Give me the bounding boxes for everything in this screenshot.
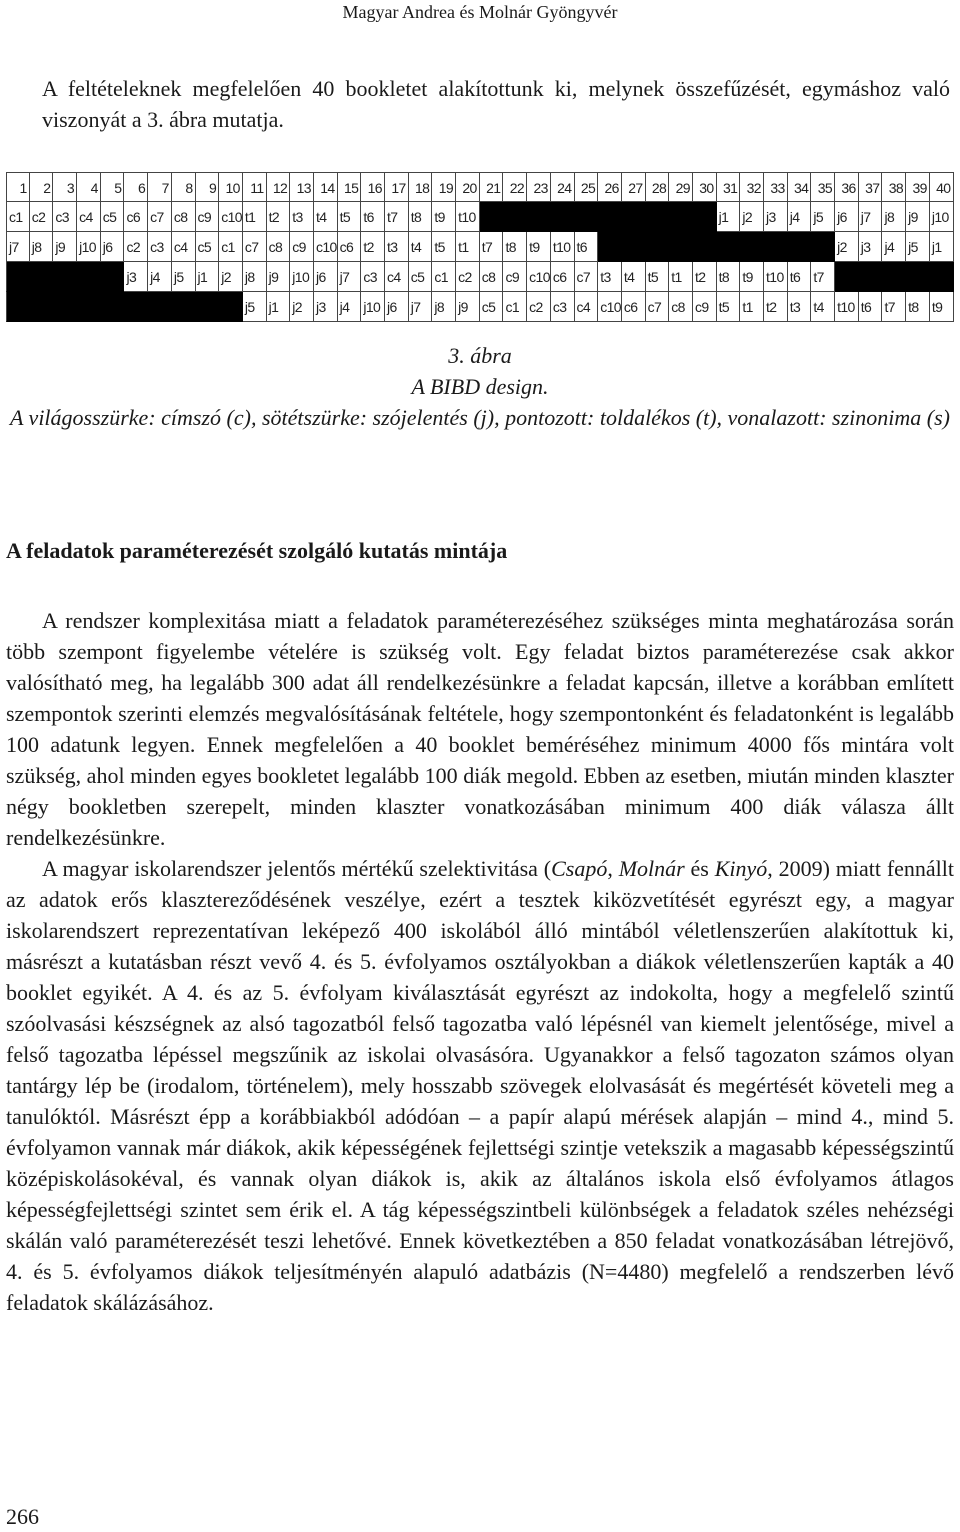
bibd-cell: j9 bbox=[53, 232, 77, 262]
bibd-cell: c10 bbox=[598, 292, 622, 322]
paragraph-2 bbox=[6, 853, 954, 1318]
bibd-column-header: 6 bbox=[124, 172, 148, 202]
bibd-column-header: 17 bbox=[385, 172, 409, 202]
bibd-cell: t3 bbox=[788, 292, 812, 322]
bibd-empty-cell bbox=[598, 202, 622, 232]
bibd-empty-cell bbox=[835, 262, 859, 292]
bibd-row bbox=[6, 232, 954, 262]
bibd-cell: j5 bbox=[811, 202, 835, 232]
bibd-cell: j2 bbox=[219, 262, 243, 292]
bibd-empty-cell bbox=[527, 202, 551, 232]
bibd-cell: j4 bbox=[882, 232, 906, 262]
bibd-cell: t9 bbox=[527, 232, 551, 262]
figure-title: A BIBD design. bbox=[411, 374, 549, 399]
bibd-cell: j2 bbox=[835, 232, 859, 262]
bibd-cell: t10 bbox=[764, 262, 788, 292]
bibd-cell: t5 bbox=[717, 292, 741, 322]
bibd-cell: t4 bbox=[811, 292, 835, 322]
bibd-cell: t10 bbox=[835, 292, 859, 322]
bibd-empty-cell bbox=[172, 292, 196, 322]
bibd-column-header: 21 bbox=[480, 172, 504, 202]
bibd-empty-cell bbox=[480, 202, 504, 232]
bibd-cell: t6 bbox=[361, 202, 385, 232]
bibd-cell: c5 bbox=[480, 292, 504, 322]
bibd-cell: c1 bbox=[503, 292, 527, 322]
paragraph-2-text-b: , 2009) miatt fennállt az adatok erős klasztereződésének veszélye, ezért a tesztek kiközvetítését egyrészt egy, a magyar iskolarendszert reprezentatívan leképező 400 iskolából álló mintából véletlenszerűen alakítottuk ki, másrészt a kutatásban részt vevő 4. és 5. évfolyamos osztályokban a diákok véletlenszerűen kapták a 40 booklet egyikét. A 4. és az 5. évfolyam kiválasztását egyrészt az indokolta, hogy a megfelelő szintű szóolvasási készségnek az alsó tagozatból felső tagozatba való lépésnél van kiemelt jelentősége, mivel a felső tagozatba lépéssel megszűnik az iskolai olvasásóra. Ugyanakkor a felső tagozaton számos olyan tantárgy lép be (irodalom, történelem), mely hosszabb szövegek elolvasását és megértését követeli meg a tanulóktól. Másrészt épp a korábbiakból adódóan – a papír alapú mérések alapján – mind 4., mind 5. évfolyamon vannak már diákok, akik képességének fejlettségi szintje vetekszik a magasabb képességszintű középiskolásokéval, és vannak olyan diákok is, akik az általános iskola első évfolyamos átlagos képességfejlettségi szintet sem érik el. A tág képességszintbeli különbségek a feladatok széles nehézségi skálán való paraméterezését teszi lehetővé. Ennek következtében a 850 feladat vonatkozásában létrejövő, 4. és 5. évfolyamos diákok teljesítményén alapuló adatbázis (N=4480) megfelelő a rendszerben lévő feladatok skálázásához. bbox=[6, 856, 955, 1315]
bibd-cell: t8 bbox=[409, 202, 433, 232]
figure-caption bbox=[0, 340, 960, 433]
bibd-empty-cell bbox=[669, 232, 693, 262]
bibd-cell: t4 bbox=[622, 262, 646, 292]
bibd-empty-cell bbox=[503, 202, 527, 232]
bibd-cell: j4 bbox=[148, 262, 172, 292]
bibd-column-header: 29 bbox=[669, 172, 693, 202]
bibd-cell: c2 bbox=[456, 262, 480, 292]
bibd-cell: j3 bbox=[859, 232, 883, 262]
bibd-empty-cell bbox=[693, 232, 717, 262]
bibd-cell: c3 bbox=[148, 232, 172, 262]
bibd-cell: t6 bbox=[575, 232, 599, 262]
bibd-cell: c2 bbox=[124, 232, 148, 262]
bibd-row bbox=[6, 292, 954, 322]
bibd-empty-cell bbox=[906, 262, 930, 292]
bibd-empty-cell bbox=[669, 202, 693, 232]
bibd-column-header: 12 bbox=[267, 172, 291, 202]
bibd-cell: c8 bbox=[480, 262, 504, 292]
bibd-cell: c1 bbox=[432, 262, 456, 292]
bibd-column-header: 31 bbox=[717, 172, 741, 202]
bibd-cell: j4 bbox=[788, 202, 812, 232]
bibd-cell: t9 bbox=[432, 202, 456, 232]
bibd-cell: c2 bbox=[30, 202, 54, 232]
bibd-cell: j10 bbox=[77, 232, 101, 262]
bibd-cell: t1 bbox=[740, 292, 764, 322]
bibd-cell: j7 bbox=[409, 292, 433, 322]
bibd-cell: t7 bbox=[811, 262, 835, 292]
bibd-cell: c7 bbox=[148, 202, 172, 232]
bibd-column-header: 9 bbox=[196, 172, 220, 202]
figure-note: A világosszürke: címszó (c), sötétszürke: szójelentés (j), pontozott: toldalékos (t), vonalazott: szinonima (s) bbox=[10, 405, 950, 430]
bibd-empty-cell bbox=[717, 232, 741, 262]
bibd-cell: j4 bbox=[338, 292, 362, 322]
bibd-column-header: 28 bbox=[646, 172, 670, 202]
page-number: 266 bbox=[6, 1504, 39, 1529]
bibd-cell: c1 bbox=[219, 232, 243, 262]
bibd-cell: j2 bbox=[290, 292, 314, 322]
bibd-cell: j5 bbox=[172, 262, 196, 292]
bibd-cell: c9 bbox=[290, 232, 314, 262]
bibd-cell: j8 bbox=[243, 262, 267, 292]
bibd-empty-cell bbox=[30, 262, 54, 292]
bibd-cell: c5 bbox=[409, 262, 433, 292]
bibd-cell: c6 bbox=[551, 262, 575, 292]
bibd-cell: t9 bbox=[930, 292, 954, 322]
bibd-empty-cell bbox=[693, 202, 717, 232]
bibd-empty-cell bbox=[788, 232, 812, 262]
bibd-column-header: 33 bbox=[764, 172, 788, 202]
bibd-empty-cell bbox=[101, 292, 125, 322]
bibd-cell: t10 bbox=[551, 232, 575, 262]
bibd-cell: j1 bbox=[196, 262, 220, 292]
bibd-column-header: 19 bbox=[432, 172, 456, 202]
bibd-cell: t4 bbox=[409, 232, 433, 262]
bibd-cell: c7 bbox=[646, 292, 670, 322]
bibd-empty-cell bbox=[646, 202, 670, 232]
bibd-cell: c4 bbox=[172, 232, 196, 262]
bibd-cell: j9 bbox=[456, 292, 480, 322]
bibd-cell: j7 bbox=[338, 262, 362, 292]
bibd-cell: c8 bbox=[267, 232, 291, 262]
bibd-row bbox=[6, 202, 954, 232]
bibd-cell: c7 bbox=[243, 232, 267, 262]
paragraph-2-text-a: A magyar iskolarendszer jelentős mértékű szelektivitása ( bbox=[42, 856, 552, 881]
bibd-column-header: 14 bbox=[314, 172, 338, 202]
bibd-empty-cell bbox=[930, 262, 954, 292]
bibd-cell: j1 bbox=[930, 232, 954, 262]
bibd-column-header: 37 bbox=[859, 172, 883, 202]
bibd-column-header: 32 bbox=[740, 172, 764, 202]
bibd-empty-cell bbox=[148, 292, 172, 322]
bibd-column-header: 25 bbox=[575, 172, 599, 202]
bibd-cell: j3 bbox=[764, 202, 788, 232]
bibd-empty-cell bbox=[101, 262, 125, 292]
bibd-cell: t1 bbox=[669, 262, 693, 292]
bibd-cell: c3 bbox=[361, 262, 385, 292]
bibd-empty-cell bbox=[882, 262, 906, 292]
bibd-empty-cell bbox=[53, 292, 77, 322]
bibd-column-header: 15 bbox=[338, 172, 362, 202]
bibd-cell: c4 bbox=[385, 262, 409, 292]
bibd-empty-cell bbox=[811, 232, 835, 262]
bibd-cell: t7 bbox=[480, 232, 504, 262]
bibd-empty-cell bbox=[196, 292, 220, 322]
bibd-cell: c9 bbox=[693, 292, 717, 322]
bibd-column-header: 7 bbox=[148, 172, 172, 202]
bibd-empty-cell bbox=[598, 232, 622, 262]
bibd-cell: c9 bbox=[503, 262, 527, 292]
bibd-empty-cell bbox=[30, 292, 54, 322]
bibd-empty-cell bbox=[622, 202, 646, 232]
bibd-empty-cell bbox=[859, 262, 883, 292]
bibd-cell: j3 bbox=[314, 292, 338, 322]
bibd-cell: j5 bbox=[906, 232, 930, 262]
bibd-cell: c2 bbox=[527, 292, 551, 322]
section-heading: A feladatok paraméterezését szolgáló kutatás mintája bbox=[6, 538, 508, 563]
bibd-cell: c1 bbox=[6, 202, 30, 232]
bibd-column-header: 16 bbox=[361, 172, 385, 202]
bibd-column-header: 5 bbox=[101, 172, 125, 202]
bibd-column-header: 36 bbox=[835, 172, 859, 202]
citation-author-3: Kinyó bbox=[714, 856, 768, 881]
bibd-column-header: 3 bbox=[53, 172, 77, 202]
bibd-column-header: 40 bbox=[930, 172, 954, 202]
bibd-cell: j10 bbox=[930, 202, 954, 232]
bibd-cell: c8 bbox=[172, 202, 196, 232]
bibd-cell: j6 bbox=[314, 262, 338, 292]
bibd-cell: j6 bbox=[385, 292, 409, 322]
bibd-cell: j8 bbox=[882, 202, 906, 232]
bibd-column-header: 27 bbox=[622, 172, 646, 202]
bibd-empty-cell bbox=[551, 202, 575, 232]
bibd-empty-cell bbox=[77, 262, 101, 292]
bibd-cell: j9 bbox=[267, 262, 291, 292]
bibd-cell: t8 bbox=[906, 292, 930, 322]
bibd-cell: t3 bbox=[290, 202, 314, 232]
bibd-cell: j6 bbox=[835, 202, 859, 232]
bibd-column-header: 30 bbox=[693, 172, 717, 202]
bibd-column-header: 39 bbox=[906, 172, 930, 202]
bibd-cell: c5 bbox=[196, 232, 220, 262]
bibd-empty-cell bbox=[764, 232, 788, 262]
bibd-cell: t7 bbox=[882, 292, 906, 322]
bibd-cell: t4 bbox=[314, 202, 338, 232]
bibd-cell: t5 bbox=[646, 262, 670, 292]
bibd-cell: t1 bbox=[243, 202, 267, 232]
bibd-empty-cell bbox=[6, 262, 30, 292]
bibd-cell: t5 bbox=[432, 232, 456, 262]
bibd-column-header: 2 bbox=[30, 172, 54, 202]
bibd-column-header: 22 bbox=[503, 172, 527, 202]
bibd-cell: c9 bbox=[196, 202, 220, 232]
bibd-column-header: 10 bbox=[219, 172, 243, 202]
bibd-column-header: 13 bbox=[290, 172, 314, 202]
bibd-cell: j1 bbox=[717, 202, 741, 232]
figure-number: 3. ábra bbox=[448, 343, 512, 368]
bibd-cell: j7 bbox=[6, 232, 30, 262]
bibd-column-header: 20 bbox=[456, 172, 480, 202]
bibd-cell: c4 bbox=[575, 292, 599, 322]
bibd-cell: c6 bbox=[338, 232, 362, 262]
bibd-cell: j6 bbox=[101, 232, 125, 262]
bibd-cell: t2 bbox=[361, 232, 385, 262]
bibd-column-header: 24 bbox=[551, 172, 575, 202]
bibd-cell: t5 bbox=[338, 202, 362, 232]
body-text bbox=[6, 605, 954, 1318]
bibd-cell: c4 bbox=[77, 202, 101, 232]
bibd-cell: t6 bbox=[859, 292, 883, 322]
bibd-cell: t1 bbox=[456, 232, 480, 262]
bibd-column-header: 1 bbox=[6, 172, 30, 202]
bibd-column-header: 35 bbox=[811, 172, 835, 202]
bibd-empty-cell bbox=[124, 292, 148, 322]
citation-author-2: Molnár bbox=[618, 856, 685, 881]
bibd-column-header: 26 bbox=[598, 172, 622, 202]
intro-paragraph: A feltételeknek megfelelően 40 bookletet alakítottunk ki, melynek összefűzését, egymáshoz való viszonyát a 3. ábra mutatja. bbox=[42, 76, 950, 132]
bibd-cell: j7 bbox=[859, 202, 883, 232]
bibd-cell: c8 bbox=[669, 292, 693, 322]
bibd-table bbox=[6, 172, 954, 322]
citation-separator: , bbox=[607, 856, 619, 881]
paragraph-1: A rendszer komplexitása miatt a feladatok paraméterezéséhez szükséges minta meghatározása során több szempont figyelembe vételére is szükség volt. Egy feladat biztos paraméterezése csak akkor valósítható meg, ha legalább 300 adat áll rendelkezésünkre a feladat kapcsán, illetve a korábban említett szempontok szerinti elemzés megvalósításának feltétele, hogy szempontonként és feladatonként is legalább 100 adatunk legyen. Ennek megfelelően a 40 booklet beméréséhez minimum 4000 fős mintára volt szükség, ahol minden egyes bookletet legalább 100 diák megold. Ebben az esetben, miután minden klaszter négy bookletben szerepelt, minden klaszter vonatkozásában minimum 400 diák válasza állt rendelkezésünkre. bbox=[6, 608, 954, 850]
bibd-empty-cell bbox=[740, 232, 764, 262]
bibd-cell: c5 bbox=[101, 202, 125, 232]
bibd-column-header: 8 bbox=[172, 172, 196, 202]
bibd-cell: t9 bbox=[740, 262, 764, 292]
running-header: Magyar Andrea és Molnár Gyöngyvér bbox=[342, 2, 618, 22]
citation-and: és bbox=[684, 856, 715, 881]
bibd-column-header: 4 bbox=[77, 172, 101, 202]
bibd-cell: j9 bbox=[906, 202, 930, 232]
bibd-column-header: 34 bbox=[788, 172, 812, 202]
bibd-cell: c6 bbox=[622, 292, 646, 322]
bibd-cell: j3 bbox=[124, 262, 148, 292]
bibd-cell: t8 bbox=[503, 232, 527, 262]
bibd-cell: t6 bbox=[788, 262, 812, 292]
bibd-cell: t2 bbox=[267, 202, 291, 232]
bibd-column-header: 18 bbox=[409, 172, 433, 202]
bibd-cell: j1 bbox=[267, 292, 291, 322]
citation-author-1: Csapó bbox=[551, 856, 608, 881]
bibd-empty-cell bbox=[77, 292, 101, 322]
bibd-column-header: 38 bbox=[882, 172, 906, 202]
bibd-cell: c3 bbox=[551, 292, 575, 322]
bibd-cell: c3 bbox=[53, 202, 77, 232]
bibd-cell: t2 bbox=[693, 262, 717, 292]
bibd-cell: t3 bbox=[385, 232, 409, 262]
bibd-cell: c10 bbox=[527, 262, 551, 292]
bibd-cell: j8 bbox=[30, 232, 54, 262]
bibd-cell: j10 bbox=[290, 262, 314, 292]
bibd-cell: j2 bbox=[740, 202, 764, 232]
bibd-column-header: 11 bbox=[243, 172, 267, 202]
bibd-cell: j10 bbox=[361, 292, 385, 322]
bibd-row bbox=[6, 262, 954, 292]
bibd-cell: t2 bbox=[764, 292, 788, 322]
bibd-cell: j5 bbox=[243, 292, 267, 322]
bibd-empty-cell bbox=[575, 202, 599, 232]
bibd-cell: t10 bbox=[456, 202, 480, 232]
bibd-empty-cell bbox=[646, 232, 670, 262]
bibd-cell: c7 bbox=[575, 262, 599, 292]
bibd-cell: c6 bbox=[124, 202, 148, 232]
bibd-empty-cell bbox=[622, 232, 646, 262]
bibd-cell: t7 bbox=[385, 202, 409, 232]
bibd-column-header: 23 bbox=[527, 172, 551, 202]
bibd-empty-cell bbox=[219, 292, 243, 322]
bibd-cell: c10 bbox=[219, 202, 243, 232]
bibd-empty-cell bbox=[53, 262, 77, 292]
bibd-cell: j8 bbox=[432, 292, 456, 322]
bibd-cell: t8 bbox=[717, 262, 741, 292]
bibd-header-row bbox=[6, 172, 954, 202]
bibd-cell: c10 bbox=[314, 232, 338, 262]
bibd-cell: t3 bbox=[598, 262, 622, 292]
bibd-empty-cell bbox=[6, 292, 30, 322]
